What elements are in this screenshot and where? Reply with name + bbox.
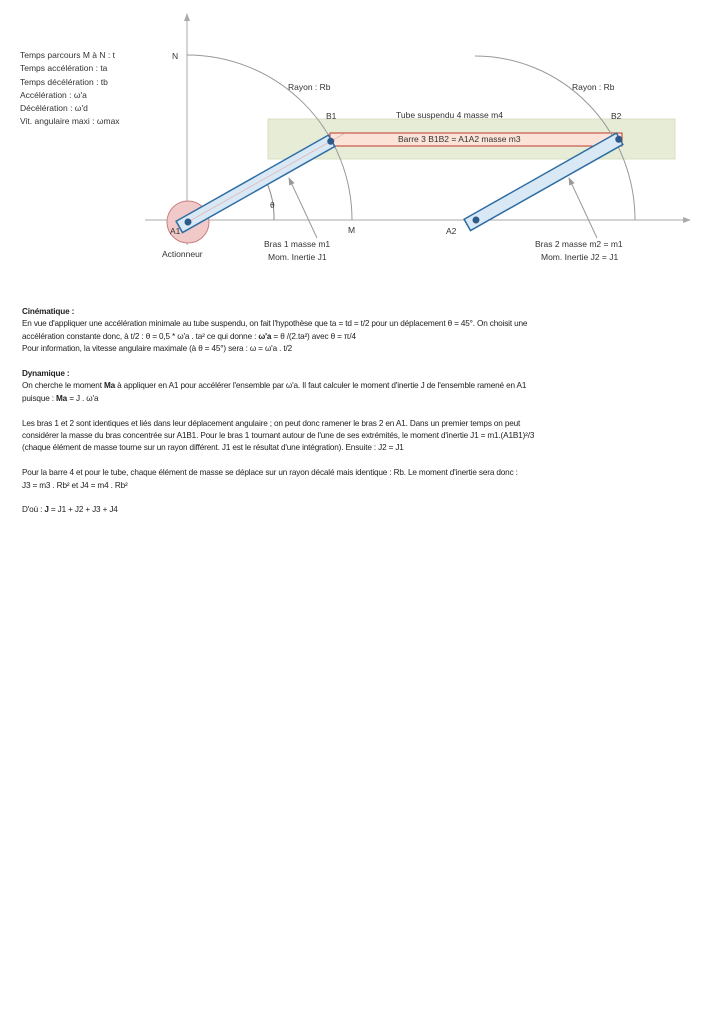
text-line: à appliquer en A1 pour accélérer l'ensemble par ω'a. Il faut calculer le moment d'inertie J de l'ensemble ramené en A1 [115, 381, 527, 391]
text-line: considérer la masse du bras concentrée sur A1B1. Pour le bras 1 tournant autour de l'une de ses extrémités, le moment d'inertie J1 = m1.(A1B1)²/3 [22, 431, 535, 441]
label-a1: A1 [170, 226, 181, 236]
cinematique-section [22, 306, 692, 356]
text-line: (chaque élément de masse tourne sur un rayon différent. J1 est le résultat d'une intégration). Ensuite : J2 = J1 [22, 443, 404, 453]
text-line: J3 = m3 . Rb² et J4 = m4 . Rb² [22, 480, 128, 490]
label-arm1-mass: Bras 1 masse m1 [264, 239, 331, 249]
label-tube: Tube suspendu 4 masse m4 [396, 110, 503, 120]
text-bold: Ma [103, 381, 116, 391]
paragraph-arms [22, 418, 692, 455]
text-line: On cherche le moment [22, 381, 104, 391]
label-a2: A2 [446, 226, 457, 236]
text-bold: J [44, 505, 49, 515]
dynamique-section [22, 368, 692, 405]
arm2-pointer [569, 178, 597, 238]
cinematique-title: Cinématique : [22, 307, 75, 316]
legend-item: Décélération : ω'd [20, 103, 88, 114]
legend-item: Temps parcours M à N : t [20, 50, 115, 60]
text-line: puisque : [22, 393, 57, 403]
text-line: = θ /(2.ta²) avec θ = π/4 [271, 331, 356, 341]
text-bold: ω'a [258, 331, 272, 341]
paragraph-bar-tube [22, 467, 692, 492]
text-line: En vue d'appliquer une accélération minimale au tube suspendu, on fait l'hypothèse que ta = td = t/2 pour un déplacement θ = 45°. On choisit une [22, 319, 528, 329]
paragraph-total [22, 504, 692, 516]
text-line: = J1 + J2 + J3 + J4 [48, 505, 118, 515]
legend-item: Temps décélération : tb [20, 76, 108, 87]
dynamique-title: Dynamique : [22, 369, 70, 379]
label-n: N [172, 51, 179, 61]
label-radius-2: Rayon : Rb [572, 82, 615, 92]
text-line: Les bras 1 et 2 sont identiques et liés dans leur déplacement angulaire ; on peut donc ramener le bras 2 en A1. Dans un premier temps on peut [22, 418, 521, 428]
mechanism-diagram [0, 0, 709, 290]
text-line: Pour information, la vitesse angulaire maximale (à θ = 45°) sera : ω = ω'a . t/2 [22, 344, 293, 354]
text-line: accélération constante donc, à t/2 : θ = 0,5 * ω'a . ta² ce qui donne : [22, 331, 259, 341]
text-bold: Ma [56, 393, 68, 403]
legend-item: Temps accélération : ta [20, 63, 108, 74]
text-line: Pour la barre 4 et pour le tube, chaque élément de masse se déplace sur un rayon décalé mais identique : Rb. Le moment d'inertie sera donc : [22, 468, 518, 478]
label-radius-1: Rayon : Rb [288, 82, 331, 92]
label-b1: B1 [326, 111, 337, 121]
text-line: D'où : [22, 505, 45, 515]
explanation-text [22, 306, 692, 529]
label-arm2-inertia: Mom. Inertie J2 = J1 [541, 252, 619, 262]
text-line: = J . ω'a [67, 393, 99, 403]
label-b2: B2 [611, 111, 622, 121]
label-theta: θ [270, 200, 275, 210]
legend-item: Vit. angulaire maxi : ωmax [20, 116, 120, 127]
label-arm2-mass: Bras 2 masse m2 = m1 [535, 239, 623, 249]
arm-1 [176, 128, 348, 233]
arm1-pointer [289, 178, 317, 238]
label-bar3: Barre 3 B1B2 = A1A2 masse m3 [398, 134, 521, 144]
label-arm1-inertia: Mom. Inertie J1 [268, 252, 327, 262]
label-actuator: Actionneur [162, 249, 203, 259]
legend-item: Accélération : ω'a [20, 89, 87, 100]
label-m: M [348, 225, 356, 235]
